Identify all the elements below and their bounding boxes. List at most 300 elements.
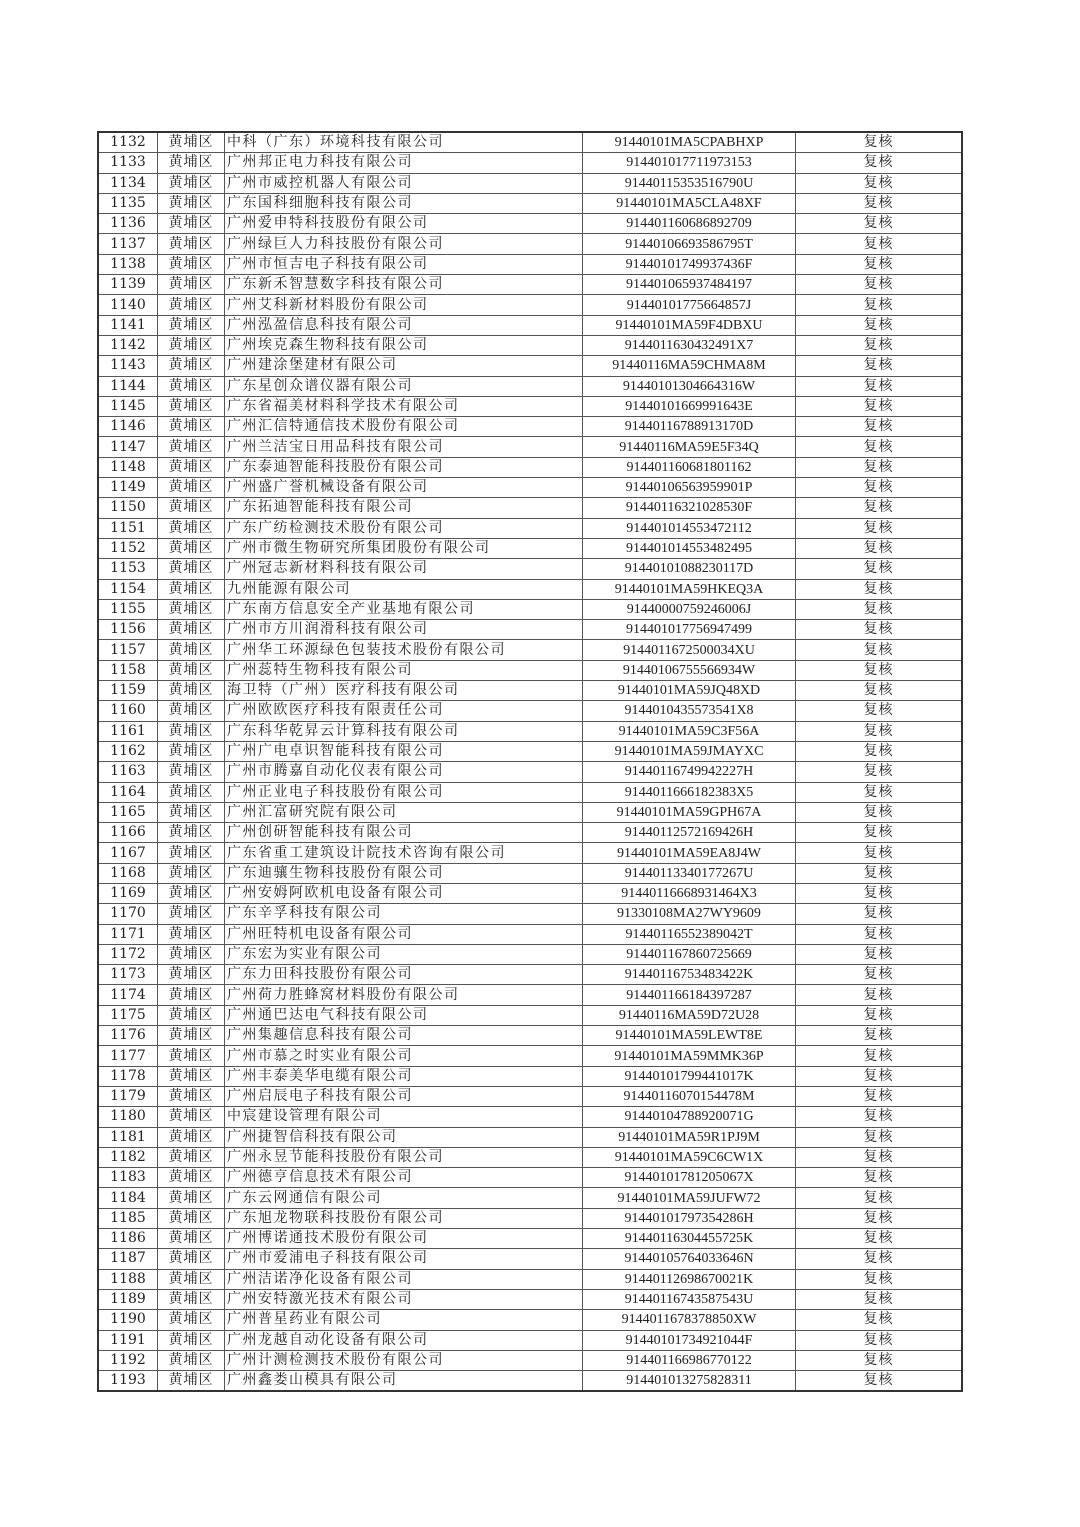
row-number: 1147 [98, 437, 158, 457]
table-row [98, 681, 962, 701]
row-number: 1137 [98, 234, 158, 254]
credit-code-cell: 91440116070154478M [583, 1086, 796, 1106]
table-row [98, 843, 962, 863]
review-status-cell: 复核 [796, 1208, 963, 1228]
district-cell: 黄埔区 [158, 335, 225, 355]
row-number: 1141 [98, 315, 158, 335]
company-name-cell: 广东辛孚科技有限公司 [225, 904, 583, 924]
table-row [98, 1269, 962, 1289]
district-cell: 黄埔区 [158, 1289, 225, 1309]
credit-code-cell: 91440115353516790U [583, 173, 796, 193]
row-number: 1184 [98, 1188, 158, 1208]
table-row [98, 1066, 962, 1086]
district-cell: 黄埔区 [158, 1350, 225, 1370]
credit-code-cell: 91440101MA59EA8J4W [583, 843, 796, 863]
table-row [98, 741, 962, 761]
row-number: 1152 [98, 538, 158, 558]
row-number: 1136 [98, 214, 158, 234]
table-row [98, 782, 962, 802]
row-number: 1172 [98, 944, 158, 964]
credit-code-cell: 91440101088230117D [583, 559, 796, 579]
table-row [98, 985, 962, 1005]
company-name-cell: 广州兰洁宝日用品科技有限公司 [225, 437, 583, 457]
credit-code-cell: 9144011672500034XU [583, 640, 796, 660]
credit-code-cell: 91440101734921044F [583, 1330, 796, 1350]
company-name-cell: 广州创研智能科技有限公司 [225, 823, 583, 843]
company-name-cell: 广州汇信特通信技术股份有限公司 [225, 417, 583, 437]
credit-code-cell: 91440101MA59MMK36P [583, 1046, 796, 1066]
credit-code-cell: 91440101799441017K [583, 1066, 796, 1086]
credit-code-cell: 91440101MA59C3F56A [583, 721, 796, 741]
row-number: 1189 [98, 1289, 158, 1309]
district-cell: 黄埔区 [158, 559, 225, 579]
row-number: 1160 [98, 701, 158, 721]
row-number: 1179 [98, 1086, 158, 1106]
credit-code-cell: 91440101MA59F4DBXU [583, 315, 796, 335]
review-status-cell: 复核 [796, 883, 963, 903]
district-cell: 黄埔区 [158, 843, 225, 863]
credit-code-cell: 914401013275828311 [583, 1371, 796, 1392]
row-number: 1186 [98, 1229, 158, 1249]
district-cell: 黄埔区 [158, 924, 225, 944]
review-status-cell: 复核 [796, 823, 963, 843]
row-number: 1182 [98, 1147, 158, 1167]
company-name-cell: 广州邦正电力科技有限公司 [225, 153, 583, 173]
review-status-cell: 复核 [796, 437, 963, 457]
table-row [98, 762, 962, 782]
review-status-cell: 复核 [796, 1330, 963, 1350]
district-cell: 黄埔区 [158, 1188, 225, 1208]
table-row [98, 1086, 962, 1106]
company-name-cell: 广州艾科新材料股份有限公司 [225, 295, 583, 315]
row-number: 1164 [98, 782, 158, 802]
credit-code-cell: 91440112698670021K [583, 1269, 796, 1289]
district-cell: 黄埔区 [158, 762, 225, 782]
company-name-cell: 广州博诺通技术股份有限公司 [225, 1229, 583, 1249]
review-status-cell: 复核 [796, 924, 963, 944]
credit-code-cell: 91440116668931464X3 [583, 883, 796, 903]
row-number: 1176 [98, 1026, 158, 1046]
review-status-cell: 复核 [796, 1127, 963, 1147]
table-row [98, 437, 962, 457]
district-cell: 黄埔区 [158, 681, 225, 701]
credit-code-cell: 91440101781205067X [583, 1168, 796, 1188]
review-status-cell: 复核 [796, 1168, 963, 1188]
table-row [98, 153, 962, 173]
credit-code-cell: 91440116743587543U [583, 1289, 796, 1309]
review-status-cell: 复核 [796, 1147, 963, 1167]
company-list-table [97, 131, 963, 1392]
company-name-cell: 广州盛广誉机械设备有限公司 [225, 478, 583, 498]
credit-code-cell: 914401166184397287 [583, 985, 796, 1005]
credit-code-cell: 91440116552389042T [583, 924, 796, 944]
credit-code-cell: 91330108MA27WY9609 [583, 904, 796, 924]
credit-code-cell: 91440101MA59R1PJ9M [583, 1127, 796, 1147]
table-row [98, 924, 962, 944]
review-status-cell: 复核 [796, 417, 963, 437]
review-status-cell: 复核 [796, 356, 963, 376]
district-cell: 黄埔区 [158, 1371, 225, 1392]
credit-code-cell: 91440116MA59CHMA8M [583, 356, 796, 376]
company-name-cell: 广东云网通信有限公司 [225, 1188, 583, 1208]
row-number: 1144 [98, 376, 158, 396]
table-row [98, 173, 962, 193]
row-number: 1181 [98, 1127, 158, 1147]
company-name-cell: 广东宏为实业有限公司 [225, 944, 583, 964]
company-name-cell: 广州永昱节能科技股份有限公司 [225, 1147, 583, 1167]
company-name-cell: 广州市恒吉电子科技有限公司 [225, 254, 583, 274]
credit-code-cell: 9144011678378850XW [583, 1310, 796, 1330]
company-name-cell: 广州埃克森生物科技有限公司 [225, 335, 583, 355]
table-row [98, 1371, 962, 1392]
review-status-cell: 复核 [796, 681, 963, 701]
district-cell: 黄埔区 [158, 315, 225, 335]
district-cell: 黄埔区 [158, 498, 225, 518]
company-name-cell: 广州蕊特生物科技有限公司 [225, 660, 583, 680]
row-number: 1157 [98, 640, 158, 660]
district-cell: 黄埔区 [158, 1066, 225, 1086]
row-number: 1145 [98, 396, 158, 416]
credit-code-cell: 91440101MA59LEWT8E [583, 1026, 796, 1046]
row-number: 1167 [98, 843, 158, 863]
credit-code-cell: 91440116MA59D72U28 [583, 1005, 796, 1025]
row-number: 1193 [98, 1371, 158, 1392]
district-cell: 黄埔区 [158, 965, 225, 985]
district-cell: 黄埔区 [158, 1269, 225, 1289]
row-number: 1185 [98, 1208, 158, 1228]
table-row [98, 193, 962, 213]
row-number: 1132 [98, 132, 158, 153]
district-cell: 黄埔区 [158, 132, 225, 153]
district-cell: 黄埔区 [158, 214, 225, 234]
district-cell: 黄埔区 [158, 741, 225, 761]
company-name-cell: 广州市微生物研究所集团股份有限公司 [225, 538, 583, 558]
district-cell: 黄埔区 [158, 660, 225, 680]
review-status-cell: 复核 [796, 802, 963, 822]
credit-code-cell: 914401014553472112 [583, 518, 796, 538]
review-status-cell: 复核 [796, 478, 963, 498]
credit-code-cell: 914401160686892709 [583, 214, 796, 234]
credit-code-cell: 91440112572169426H [583, 823, 796, 843]
review-status-cell: 复核 [796, 944, 963, 964]
district-cell: 黄埔区 [158, 1127, 225, 1147]
credit-code-cell: 914401017711973153 [583, 153, 796, 173]
review-status-cell: 复核 [796, 132, 963, 153]
company-name-cell: 广州市慕之时实业有限公司 [225, 1046, 583, 1066]
review-status-cell: 复核 [796, 275, 963, 295]
company-name-cell: 广东省福美材料科学技术有限公司 [225, 396, 583, 416]
table-row [98, 234, 962, 254]
row-number: 1159 [98, 681, 158, 701]
credit-code-cell: 91440101749937436F [583, 254, 796, 274]
review-status-cell: 复核 [796, 1005, 963, 1025]
review-status-cell: 复核 [796, 701, 963, 721]
table-row [98, 620, 962, 640]
review-status-cell: 复核 [796, 1086, 963, 1106]
row-number: 1161 [98, 721, 158, 741]
company-name-cell: 广州市方川润滑科技有限公司 [225, 620, 583, 640]
district-cell: 黄埔区 [158, 620, 225, 640]
company-name-cell: 广东泰迪智能科技股份有限公司 [225, 457, 583, 477]
company-name-cell: 广东旭龙物联科技股份有限公司 [225, 1208, 583, 1228]
table-row [98, 579, 962, 599]
company-name-cell: 广东新禾智慧数字科技有限公司 [225, 275, 583, 295]
review-status-cell: 复核 [796, 315, 963, 335]
row-number: 1139 [98, 275, 158, 295]
row-number: 1178 [98, 1066, 158, 1086]
review-status-cell: 复核 [796, 1269, 963, 1289]
district-cell: 黄埔区 [158, 193, 225, 213]
row-number: 1162 [98, 741, 158, 761]
review-status-cell: 复核 [796, 1026, 963, 1046]
table-row [98, 1350, 962, 1370]
review-status-cell: 复核 [796, 518, 963, 538]
district-cell: 黄埔区 [158, 599, 225, 619]
row-number: 1170 [98, 904, 158, 924]
district-cell: 黄埔区 [158, 1330, 225, 1350]
row-number: 1188 [98, 1269, 158, 1289]
company-name-cell: 广东星创众谱仪器有限公司 [225, 376, 583, 396]
table-row [98, 214, 962, 234]
company-name-cell: 海卫特（广州）医疗科技有限公司 [225, 681, 583, 701]
district-cell: 黄埔区 [158, 275, 225, 295]
review-status-cell: 复核 [796, 234, 963, 254]
district-cell: 黄埔区 [158, 254, 225, 274]
row-number: 1175 [98, 1005, 158, 1025]
row-number: 1187 [98, 1249, 158, 1269]
table-row [98, 1229, 962, 1249]
row-number: 1150 [98, 498, 158, 518]
credit-code-cell: 91440116MA59E5F34Q [583, 437, 796, 457]
review-status-cell: 复核 [796, 782, 963, 802]
district-cell: 黄埔区 [158, 153, 225, 173]
row-number: 1191 [98, 1330, 158, 1350]
review-status-cell: 复核 [796, 335, 963, 355]
credit-code-cell: 91440101MA59JUFW72 [583, 1188, 796, 1208]
table-row [98, 721, 962, 741]
company-name-cell: 广州普星药业有限公司 [225, 1310, 583, 1330]
credit-code-cell: 914401166986770122 [583, 1350, 796, 1370]
company-name-cell: 广州市爱浦电子科技有限公司 [225, 1249, 583, 1269]
company-name-cell: 广东省重工建筑设计院技术咨询有限公司 [225, 843, 583, 863]
credit-code-cell: 9144011630432491X7 [583, 335, 796, 355]
table-row [98, 1310, 962, 1330]
table-row [98, 478, 962, 498]
review-status-cell: 复核 [796, 579, 963, 599]
district-cell: 黄埔区 [158, 701, 225, 721]
review-status-cell: 复核 [796, 1229, 963, 1249]
review-status-cell: 复核 [796, 741, 963, 761]
credit-code-cell: 91440116788913170D [583, 417, 796, 437]
company-name-cell: 中科（广东）环境科技有限公司 [225, 132, 583, 153]
district-cell: 黄埔区 [158, 1310, 225, 1330]
row-number: 1173 [98, 965, 158, 985]
company-name-cell: 广州启辰电子科技有限公司 [225, 1086, 583, 1106]
company-name-cell: 广州旺特机电设备有限公司 [225, 924, 583, 944]
table-row [98, 376, 962, 396]
row-number: 1163 [98, 762, 158, 782]
company-name-cell: 广州华工环源绿色包装技术股份有限公司 [225, 640, 583, 660]
company-name-cell: 广州计测检测技术股份有限公司 [225, 1350, 583, 1370]
district-cell: 黄埔区 [158, 1107, 225, 1127]
company-name-cell: 广州鑫娄山模具有限公司 [225, 1371, 583, 1392]
company-name-cell: 广州汇富研究院有限公司 [225, 802, 583, 822]
table-row [98, 660, 962, 680]
review-status-cell: 复核 [796, 660, 963, 680]
district-cell: 黄埔区 [158, 1026, 225, 1046]
table-row [98, 701, 962, 721]
credit-code-cell: 91440101304664316W [583, 376, 796, 396]
company-name-cell: 广东拓迪智能科技有限公司 [225, 498, 583, 518]
credit-code-cell: 914401014553482495 [583, 538, 796, 558]
row-number: 1180 [98, 1107, 158, 1127]
review-status-cell: 复核 [796, 1046, 963, 1066]
table-row [98, 538, 962, 558]
company-name-cell: 广东迪骧生物科技股份有限公司 [225, 863, 583, 883]
company-name-cell: 中宸建设管理有限公司 [225, 1107, 583, 1127]
company-name-cell: 广东广纺检测技术股份有限公司 [225, 518, 583, 538]
table-row [98, 944, 962, 964]
review-status-cell: 复核 [796, 1350, 963, 1370]
table-row [98, 863, 962, 883]
credit-code-cell: 91440101MA5CLA48XF [583, 193, 796, 213]
table-row [98, 457, 962, 477]
district-cell: 黄埔区 [158, 538, 225, 558]
credit-code-cell: 914401167860725669 [583, 944, 796, 964]
review-status-cell: 复核 [796, 153, 963, 173]
row-number: 1183 [98, 1168, 158, 1188]
review-status-cell: 复核 [796, 762, 963, 782]
district-cell: 黄埔区 [158, 904, 225, 924]
company-name-cell: 广州丰泰美华电缆有限公司 [225, 1066, 583, 1086]
review-status-cell: 复核 [796, 396, 963, 416]
district-cell: 黄埔区 [158, 883, 225, 903]
company-name-cell: 广州正业电子科技股份有限公司 [225, 782, 583, 802]
credit-code-cell: 9144011666182383X5 [583, 782, 796, 802]
row-number: 1134 [98, 173, 158, 193]
district-cell: 黄埔区 [158, 478, 225, 498]
row-number: 1153 [98, 559, 158, 579]
company-name-cell: 广州建涂堡建材有限公司 [225, 356, 583, 376]
district-cell: 黄埔区 [158, 234, 225, 254]
table-row [98, 1188, 962, 1208]
table-row [98, 396, 962, 416]
credit-code-cell: 91440000759246006J [583, 599, 796, 619]
district-cell: 黄埔区 [158, 782, 225, 802]
table-row [98, 965, 962, 985]
company-name-cell: 广州欧欧医疗科技有限责任公司 [225, 701, 583, 721]
district-cell: 黄埔区 [158, 985, 225, 1005]
district-cell: 黄埔区 [158, 396, 225, 416]
company-name-cell: 广州德亨信息技术有限公司 [225, 1168, 583, 1188]
row-number: 1169 [98, 883, 158, 903]
company-name-cell: 广州绿巨人力科技股份有限公司 [225, 234, 583, 254]
review-status-cell: 复核 [796, 863, 963, 883]
table-row [98, 498, 962, 518]
review-status-cell: 复核 [796, 843, 963, 863]
table-body [98, 132, 962, 1391]
district-cell: 黄埔区 [158, 1147, 225, 1167]
row-number: 1192 [98, 1350, 158, 1370]
row-number: 1156 [98, 620, 158, 640]
credit-code-cell: 91440106755566934W [583, 660, 796, 680]
row-number: 1190 [98, 1310, 158, 1330]
district-cell: 黄埔区 [158, 173, 225, 193]
table-row [98, 1289, 962, 1309]
credit-code-cell: 91440101MA5CPABHXP [583, 132, 796, 153]
table-row [98, 904, 962, 924]
row-number: 1146 [98, 417, 158, 437]
review-status-cell: 复核 [796, 1107, 963, 1127]
credit-code-cell: 91440106693586795T [583, 234, 796, 254]
credit-code-cell: 91440101797354286H [583, 1208, 796, 1228]
table-row [98, 295, 962, 315]
credit-code-cell: 91440101MA59HKEQ3A [583, 579, 796, 599]
company-name-cell: 广州市腾嘉自动化仪表有限公司 [225, 762, 583, 782]
review-status-cell: 复核 [796, 173, 963, 193]
district-cell: 黄埔区 [158, 295, 225, 315]
review-status-cell: 复核 [796, 1289, 963, 1309]
district-cell: 黄埔区 [158, 1208, 225, 1228]
table-row [98, 132, 962, 153]
district-cell: 黄埔区 [158, 518, 225, 538]
district-cell: 黄埔区 [158, 1168, 225, 1188]
credit-code-cell: 91440106563959901P [583, 478, 796, 498]
company-name-cell: 广州捷智信科技有限公司 [225, 1127, 583, 1147]
row-number: 1165 [98, 802, 158, 822]
row-number: 1171 [98, 924, 158, 944]
credit-code-cell: 914401017756947499 [583, 620, 796, 640]
credit-code-cell: 91440101669991643E [583, 396, 796, 416]
district-cell: 黄埔区 [158, 640, 225, 660]
review-status-cell: 复核 [796, 457, 963, 477]
review-status-cell: 复核 [796, 965, 963, 985]
table-row [98, 254, 962, 274]
table-row [98, 559, 962, 579]
credit-code-cell: 91440101MA59JMAYXC [583, 741, 796, 761]
credit-code-cell: 91440113340177267U [583, 863, 796, 883]
table-row [98, 1249, 962, 1269]
table-row [98, 1330, 962, 1350]
table-row [98, 335, 962, 355]
table-row [98, 1147, 962, 1167]
table-row [98, 802, 962, 822]
row-number: 1143 [98, 356, 158, 376]
credit-code-cell: 91440101MA59GPH67A [583, 802, 796, 822]
row-number: 1155 [98, 599, 158, 619]
district-cell: 黄埔区 [158, 356, 225, 376]
table-row [98, 315, 962, 335]
company-name-cell: 广州泓盈信息科技有限公司 [225, 315, 583, 335]
company-name-cell: 广东国科细胞科技有限公司 [225, 193, 583, 213]
review-status-cell: 复核 [796, 640, 963, 660]
table-row [98, 1127, 962, 1147]
table-row [98, 883, 962, 903]
review-status-cell: 复核 [796, 559, 963, 579]
district-cell: 黄埔区 [158, 1005, 225, 1025]
review-status-cell: 复核 [796, 538, 963, 558]
company-name-cell: 广州龙越自动化设备有限公司 [225, 1330, 583, 1350]
review-status-cell: 复核 [796, 1188, 963, 1208]
company-name-cell: 广州荷力胜蜂窝材料股份有限公司 [225, 985, 583, 1005]
table-row [98, 518, 962, 538]
company-name-cell: 广州广电卓识智能科技有限公司 [225, 741, 583, 761]
row-number: 1148 [98, 457, 158, 477]
district-cell: 黄埔区 [158, 944, 225, 964]
row-number: 1142 [98, 335, 158, 355]
company-name-cell: 广东南方信息安全产业基地有限公司 [225, 599, 583, 619]
credit-code-cell: 91440116749942227H [583, 762, 796, 782]
